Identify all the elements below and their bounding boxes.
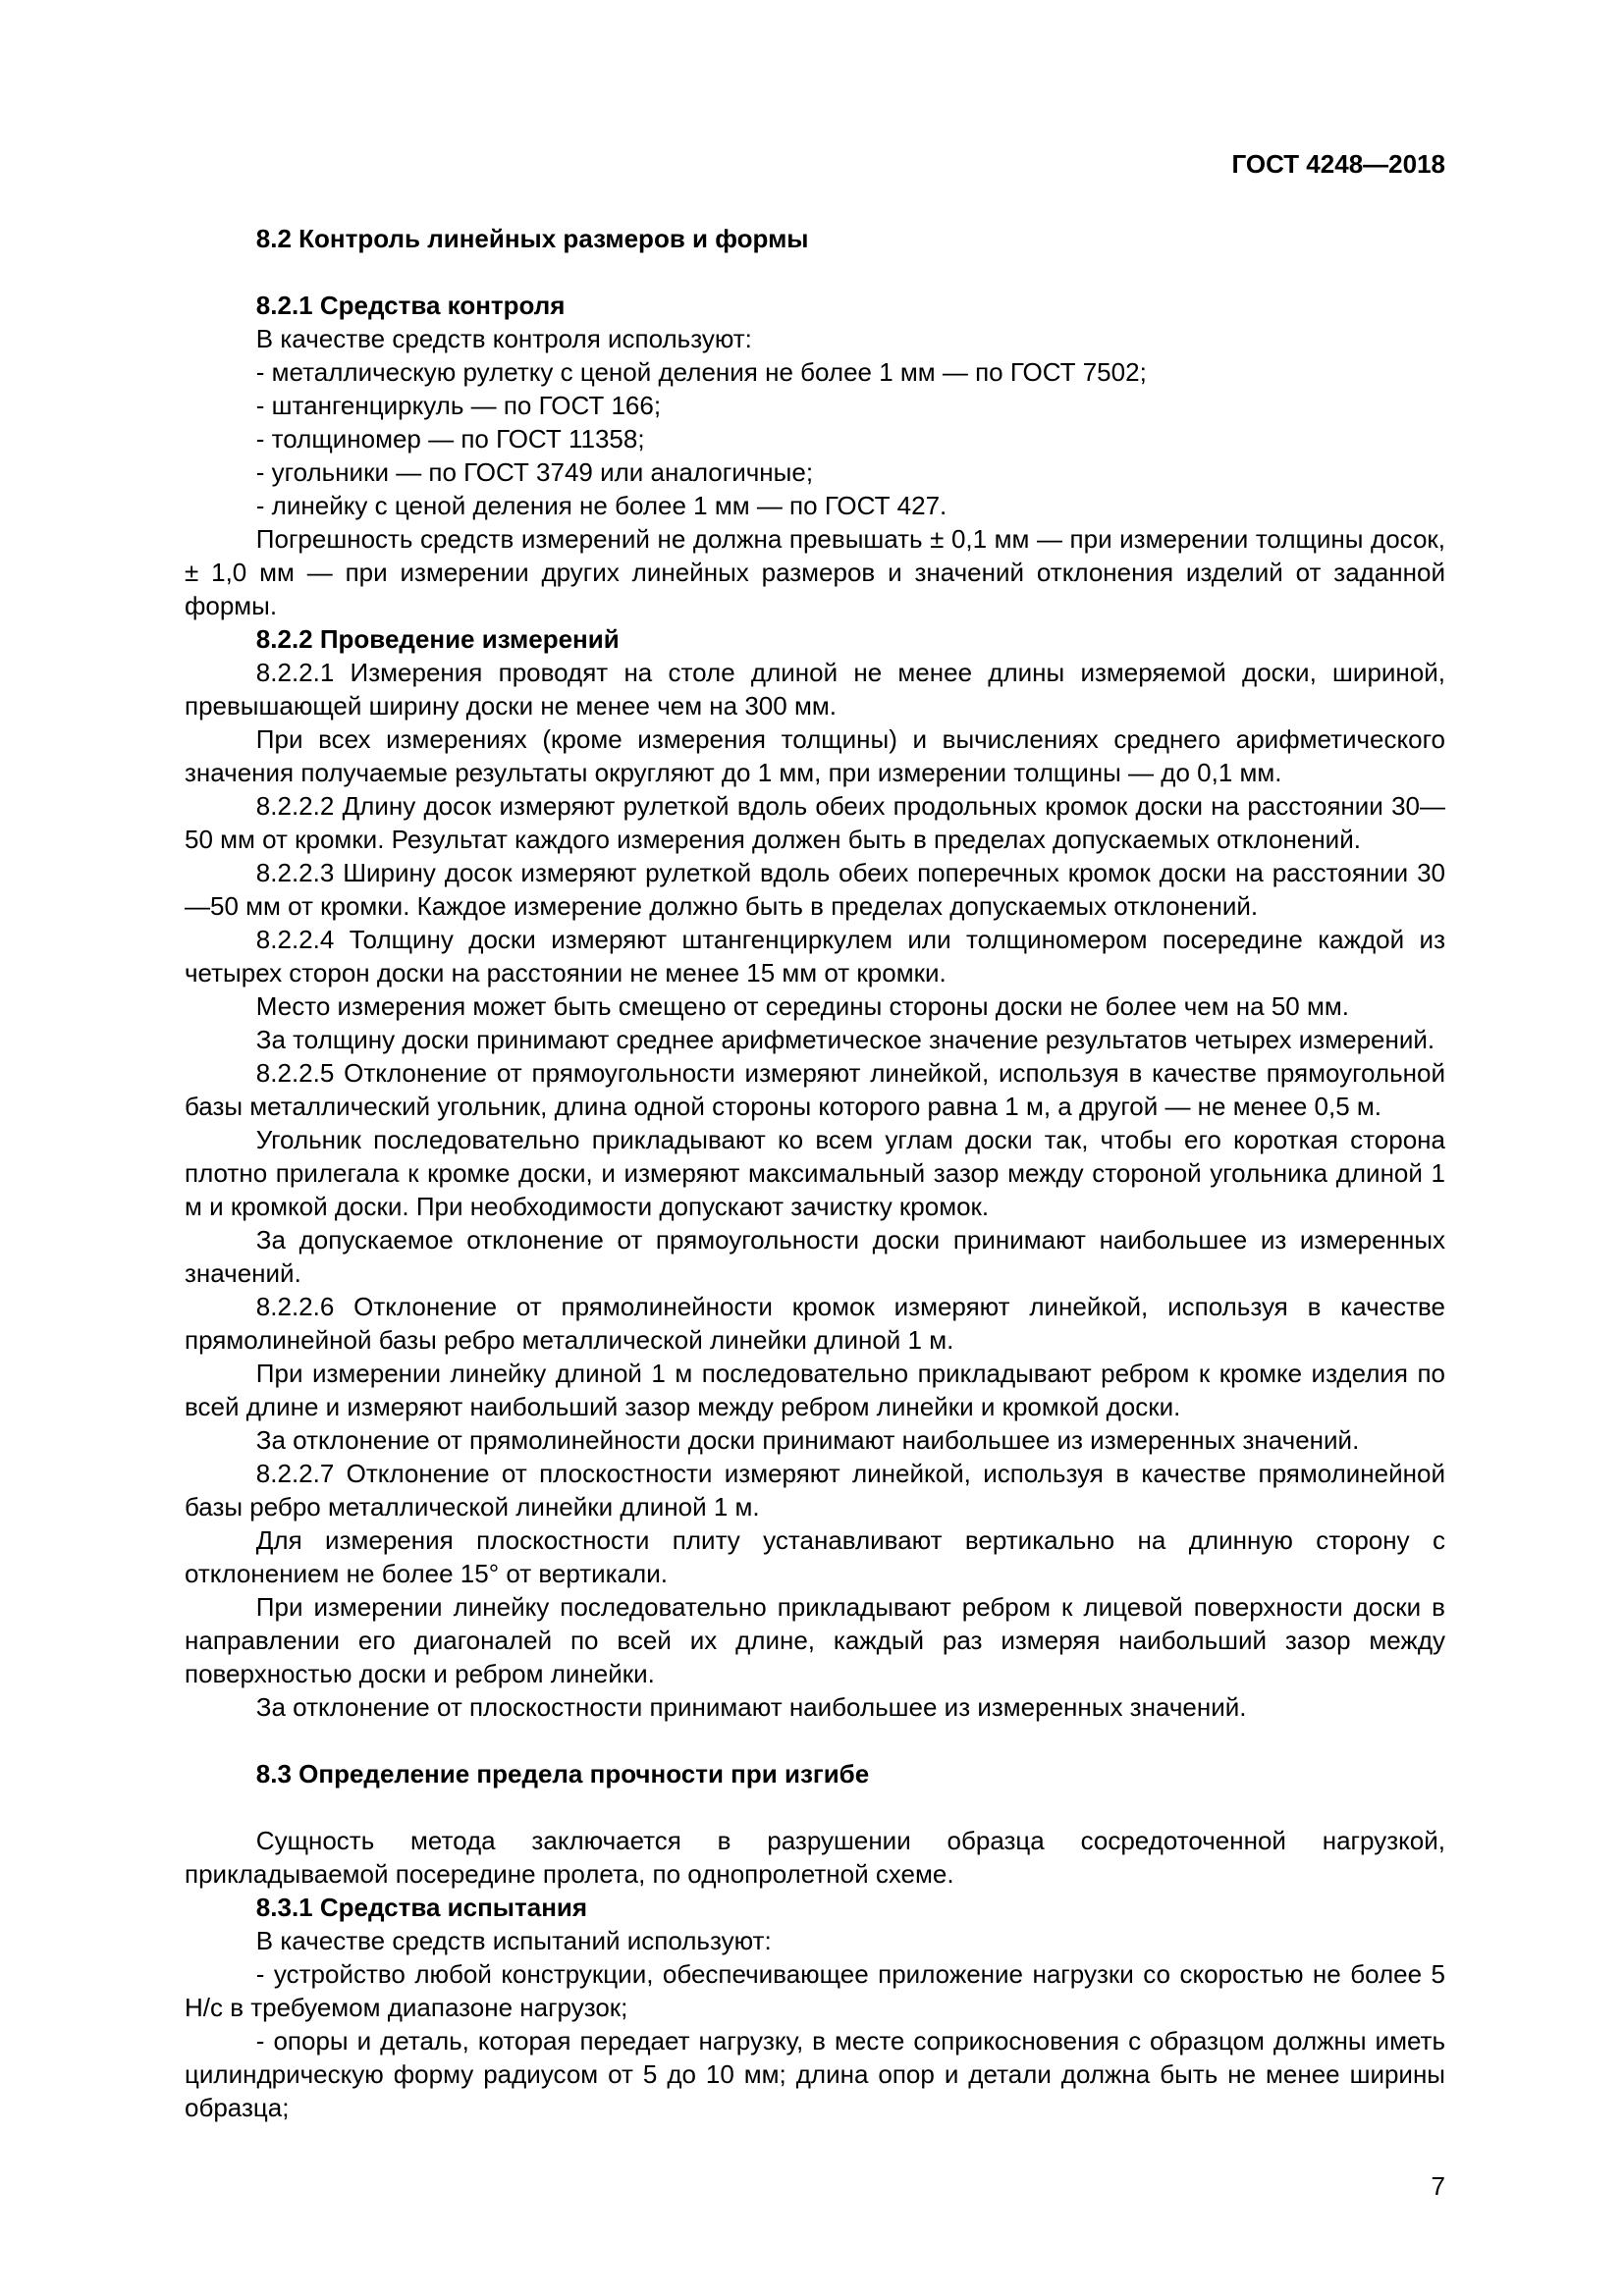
paragraph: Угольник последовательно прикладывают ко всем углам доски так, чтобы его короткая сторона плотно прилегала к кромке доски, и измеряют максимальный зазор между стороной угольника длиной 1 м и кромкой доски. При необходимости допускают зачистку кромок.: [185, 1125, 1445, 1221]
paragraph: В качестве средств испытаний используют:: [255, 1926, 772, 1955]
spacer: [185, 255, 1445, 289]
document-body: [185, 222, 1445, 2124]
paragraph: Сущность метода заключается в разрушении образца сосредоточенной нагрузкой, прикладываемой посередине пролета, по однопролетной схеме.: [185, 1826, 1445, 1889]
section-heading: 8.2.2 Проведение измерений: [255, 624, 620, 654]
section-heading: 8.3.1 Средства испытания: [255, 1893, 588, 1922]
section-heading: 8.3 Определение предела прочности при изгибе: [255, 1759, 870, 1789]
paragraph: - устройство любой конструкции, обеспечивающее приложение нагрузки со скоростью не более 5 Н/с в требуемом диапазоне нагрузок;: [185, 1959, 1445, 2022]
paragraph: При измерении линейку длиной 1 м последовательно прикладывают ребром к кромке изделия по всей длине и измеряют наибольший зазор между ребром линейки и кромкой доски.: [185, 1359, 1445, 1421]
spacer: [185, 1724, 1445, 1757]
paragraph: 8.2.2.5 Отклонение от прямоугольности измеряют линейкой, используя в качестве прямоугольной базы металлический угольник, длина одной стороны которого равна 1 м, а другой — не менее 0,5 м.: [185, 1058, 1445, 1121]
paragraph: 8.2.2.2 Длину досок измеряют рулеткой вдоль обеих продольных кромок доски на расстоянии 30—50 мм от кромки. Результат каждого измерения должен быть в пределах допускаемых отклонений.: [185, 791, 1445, 854]
paragraph: 8.2.2.6 Отклонение от прямолинейности кромок измеряют линейкой, используя в качестве прямолинейной базы ребро металлической линейки длиной 1 м.: [185, 1292, 1445, 1355]
paragraph: - опоры и деталь, которая передает нагрузку, в месте соприкосновения с образцом должны иметь цилиндрическую форму радиусом от 5 до 10 мм; длина опор и детали должна быть не менее ширины образца;: [185, 2026, 1445, 2122]
paragraph: Для измерения плоскостности плиту устанавливают вертикально на длинную сторону с отклонением не более 15° от вертикали.: [185, 1525, 1445, 1588]
paragraph: - металлическую рулетку с ценой деления не более 1 мм — по ГОСТ 7502;: [255, 357, 1147, 387]
paragraph: - штангенциркуль — по ГОСТ 166;: [255, 391, 662, 420]
paragraph: - толщиномер — по ГОСТ 11358;: [255, 424, 645, 454]
paragraph: 8.2.2.1 Измерения проводят на столе длиной не менее длины измеряемой доски, шириной, превышающей ширину доски не менее чем на 300 мм.: [185, 658, 1445, 721]
section-heading: 8.2 Контроль линейных размеров и формы: [255, 224, 809, 253]
paragraph: За допускаемое отклонение от прямоугольности доски принимают наибольшее из измеренных значений.: [185, 1225, 1445, 1288]
standard-designation: ГОСТ 4248—2018: [1231, 149, 1445, 179]
paragraph: - линейку с ценой деления не более 1 мм — по ГОСТ 427.: [255, 491, 947, 520]
paragraph: За отклонение от плоскостности принимают наибольшее из измеренных значений.: [255, 1692, 1247, 1722]
paragraph: Место измерения может быть смещено от середины стороны доски не более чем на 50 мм.: [255, 991, 1349, 1021]
paragraph: Погрешность средств измерений не должна превышать ± 0,1 мм — при измерении толщины досок, ± 1,0 мм — при измерении других линейных размеров и значений отклонения изделий от заданной формы.: [185, 524, 1445, 620]
paragraph: За отклонение от прямолинейности доски принимают наибольшее из измеренных значений.: [255, 1425, 1360, 1455]
paragraph: В качестве средств контроля используют:: [255, 324, 752, 353]
paragraph: 8.2.2.3 Ширину досок измеряют рулеткой вдоль обеих поперечных кромок доски на расстоянии 30—50 мм от кромки. Каждое измерение должно быть в пределах допускаемых отклонений.: [185, 858, 1445, 921]
page-number: 7: [1431, 2171, 1445, 2201]
paragraph: 8.2.2.4 Толщину доски измеряют штангенциркулем или толщиномером посередине каждой из четырех сторон доски на расстоянии не менее 15 мм от кромки.: [185, 925, 1445, 988]
paragraph: - угольники — по ГОСТ 3749 или аналогичные;: [255, 457, 814, 487]
paragraph: При всех измерениях (кроме измерения толщины) и вычислениях среднего арифметического значения получаемые результаты округляют до 1 мм, при измерении толщины — до 0,1 мм.: [185, 724, 1445, 787]
section-heading: 8.2.1 Средства контроля: [255, 291, 566, 320]
spacer: [185, 1790, 1445, 1824]
paragraph: При измерении линейку последовательно прикладывают ребром к лицевой поверхности доски в направлении его диагоналей по всей их длине, каждый раз измеряя наибольший зазор между поверхностью доски и ребром линейки.: [185, 1592, 1445, 1688]
paragraph: 8.2.2.7 Отклонение от плоскостности измеряют линейкой, используя в качестве прямолинейной базы ребро металлической линейки длиной 1 м.: [185, 1459, 1445, 1522]
paragraph: За толщину доски принимают среднее арифметическое значение результатов четырех измерений.: [255, 1025, 1435, 1054]
